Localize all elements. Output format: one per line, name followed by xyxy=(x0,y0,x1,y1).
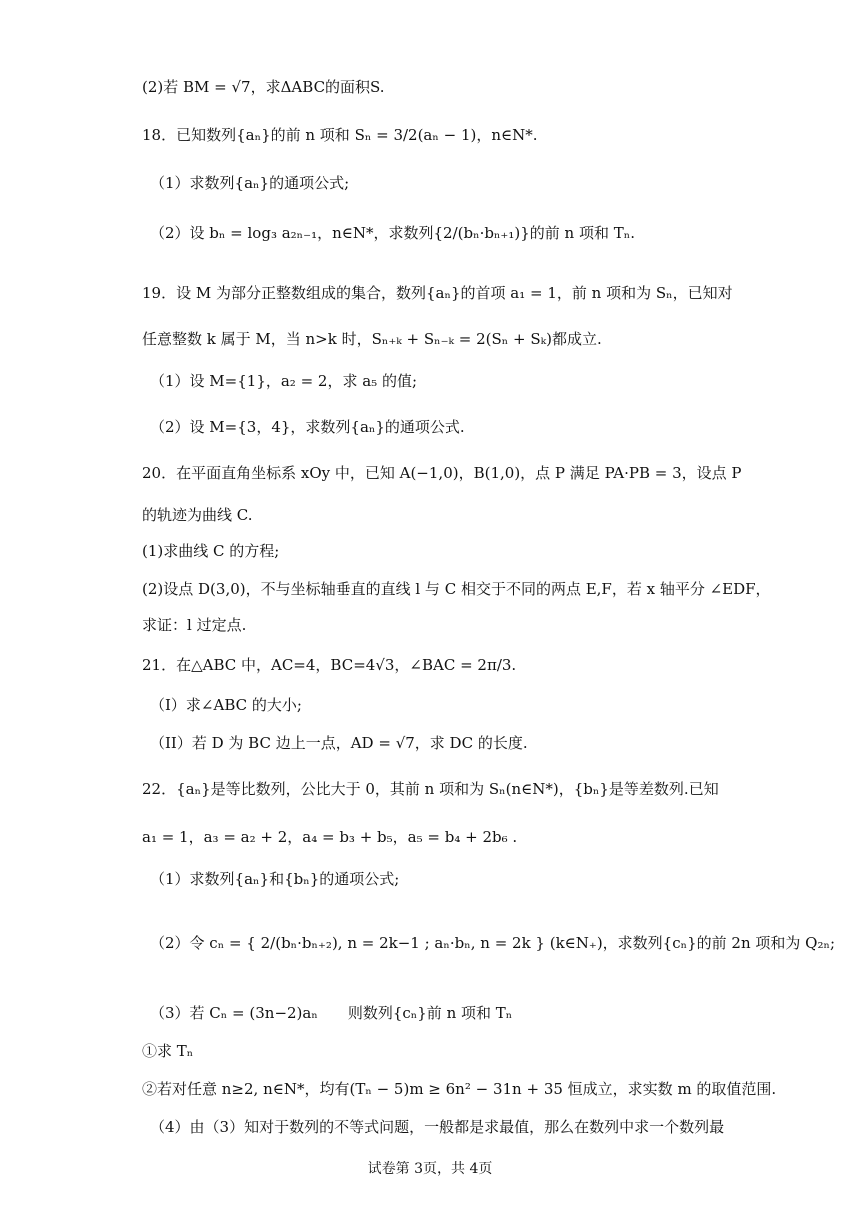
q22-stem-line1: 22．{aₙ}是等比数列，公比大于 0，其前 n 项和为 Sₙ(n∈N*)，{bₙ}是等差数列.已知 xyxy=(142,780,719,798)
q21-stem: 21．在△ABC 中，AC=4，BC=4√3，∠BAC = 2π/3. xyxy=(142,656,517,674)
q21-part1: （I）求∠ABC 的大小; xyxy=(150,696,302,714)
q19-stem-line1: 19．设 M 为部分正整数组成的集合，数列{aₙ}的首项 a₁ = 1，前 n 项和为 Sₙ，已知对 xyxy=(142,284,733,302)
q22-part4: （4）由（3）知对于数列的不等式问题，一般都是求最值，那么在数列中求一个数列最 xyxy=(150,1118,725,1136)
q22-part3: （3）若 Cₙ = (3n−2)aₙ 则数列{cₙ}前 n 项和 Tₙ xyxy=(150,1004,513,1022)
q22-part3-item1: ①求 Tₙ xyxy=(142,1042,194,1060)
q21-part2: （II）若 D 为 BC 边上一点，AD = √7，求 DC 的长度. xyxy=(150,734,528,752)
q20-part2: (2)设点 D(3,0)，不与坐标轴垂直的直线 l 与 C 相交于不同的两点 E,F，若 x 轴平分 ∠EDF， xyxy=(142,580,771,598)
q18-part2: （2）设 bₙ = log₃ a₂ₙ₋₁，n∈N*，求数列{2/(bₙ·bₙ₊₁)}的前 n 项和 Tₙ. xyxy=(150,224,635,242)
q20-part1: (1)求曲线 C 的方程; xyxy=(142,542,280,560)
q20-part2-cont: 求证：l 过定点. xyxy=(142,616,247,634)
q19-stem-line2: 任意整数 k 属于 M，当 n>k 时，Sₙ₊ₖ + Sₙ₋ₖ = 2(Sₙ + Sₖ)都成立. xyxy=(142,330,602,348)
q20-stem-line1: 20．在平面直角坐标系 xOy 中，已知 A(−1,0)，B(1,0)，点 P 满足 PA·PB = 3，设点 P xyxy=(142,464,742,482)
q17-part2: (2)若 BM = √7，求ΔABC的面积S. xyxy=(142,78,385,96)
q22-part1: （1）求数列{aₙ}和{bₙ}的通项公式; xyxy=(150,870,400,888)
q22-part3-item2: ②若对任意 n≥2, n∈N*，均有(Tₙ − 5)m ≥ 6n² − 31n + 35 恒成立，求实数 m 的取值范围. xyxy=(142,1080,777,1098)
q22-part2: （2）令 cₙ = { 2/(bₙ·bₙ₊₂), n = 2k−1 ; aₙ·bₙ, n = 2k } (k∈N₊)，求数列{cₙ}的前 2n 项和为 Q₂ₙ; xyxy=(150,934,836,952)
q18-part1: （1）求数列{aₙ}的通项公式; xyxy=(150,174,350,192)
q22-stem-line2: a₁ = 1，a₃ = a₂ + 2，a₄ = b₃ + b₅，a₅ = b₄ + 2b₆ . xyxy=(142,828,518,846)
q18-stem: 18．已知数列{aₙ}的前 n 项和 Sₙ = 3/2(aₙ − 1)，n∈N*. xyxy=(142,126,538,144)
q19-part1: （1）设 M={1}，a₂ = 2，求 a₅ 的值; xyxy=(150,372,418,390)
page-footer: 试卷第 3页，共 4页 xyxy=(367,1161,493,1177)
q19-part2: （2）设 M={3，4}，求数列{aₙ}的通项公式. xyxy=(150,418,465,436)
q20-stem-line2: 的轨迹为曲线 C. xyxy=(142,506,253,524)
